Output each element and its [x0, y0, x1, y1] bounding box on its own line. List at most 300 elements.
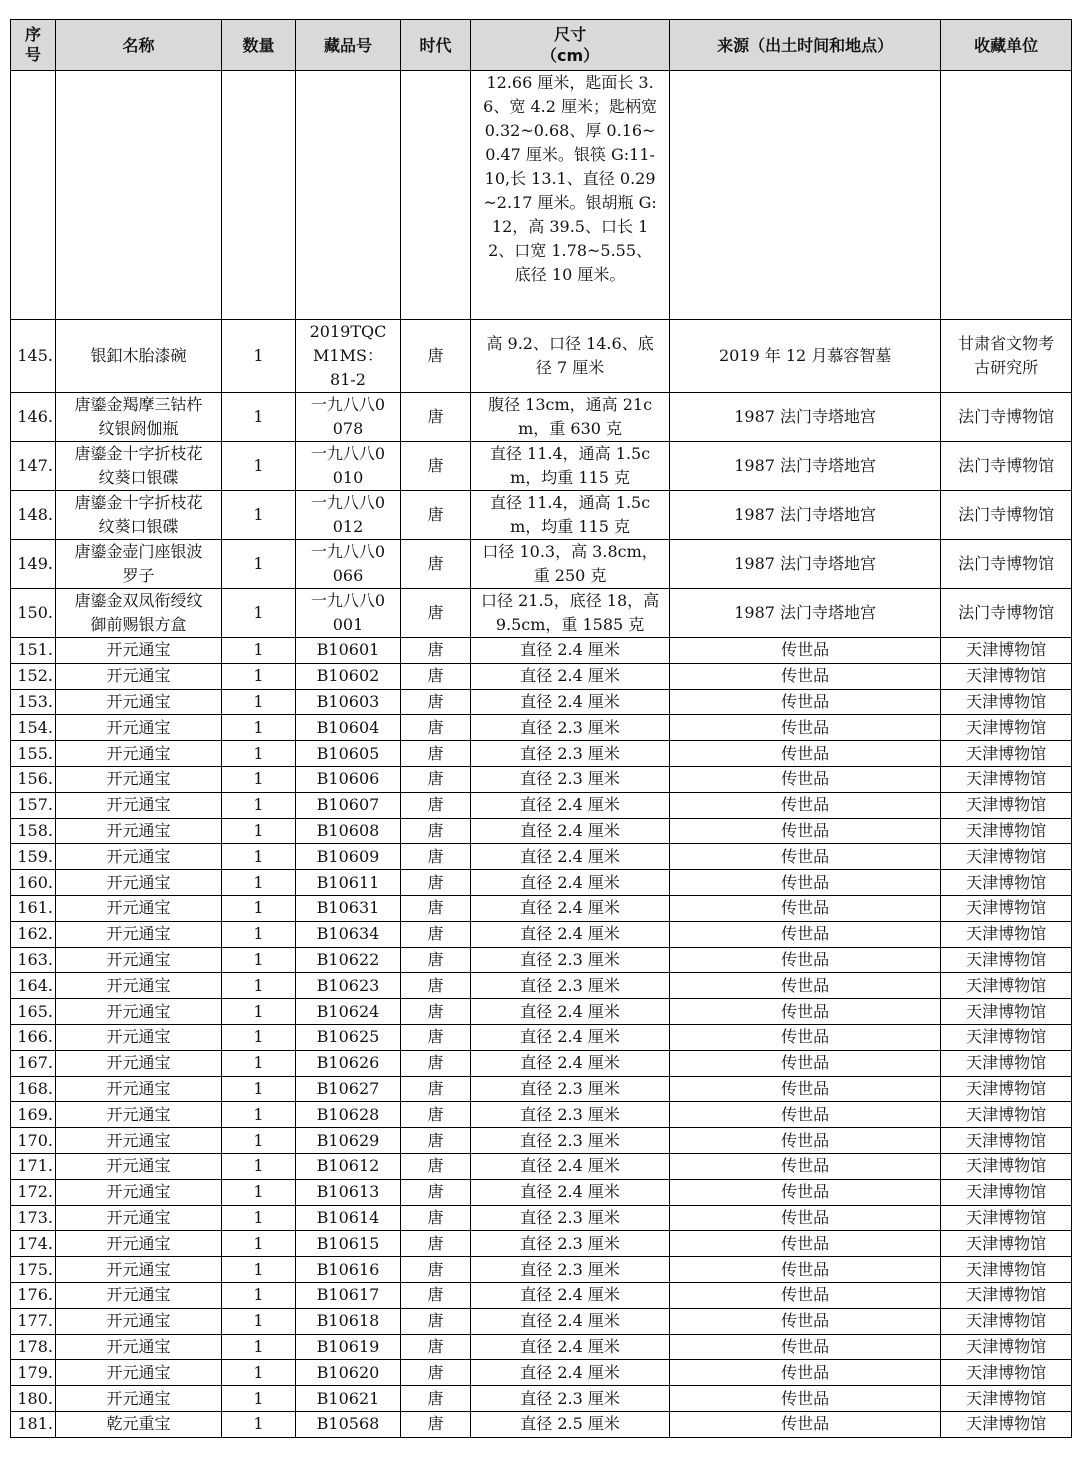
cell-holder: 天津博物馆 [941, 1179, 1072, 1205]
cell-size: 直径 2.4 厘米 [471, 1024, 670, 1050]
cell-holder: 天津博物馆 [941, 1205, 1072, 1231]
table-row [11, 1334, 1072, 1360]
cell-name: 开元通宝 [56, 973, 222, 999]
table-row [11, 1102, 1072, 1128]
continuation-row [11, 71, 1072, 320]
cell-quantity: 1 [222, 999, 296, 1025]
cell-collection-no: B10634 [296, 921, 401, 947]
cell-quantity: 1 [222, 442, 296, 491]
cell-source: 传世品 [670, 741, 941, 767]
cell-name: 开元通宝 [56, 1102, 222, 1128]
cell-quantity: 1 [222, 792, 296, 818]
cell-size: 直径 2.3 厘米 [471, 1102, 670, 1128]
cell-size: 直径 11.4，通高 1.5cm，均重 115 克 [471, 491, 670, 540]
table-row [11, 393, 1072, 442]
cell-holder: 天津博物馆 [941, 689, 1072, 715]
cell-index: 156. [11, 766, 56, 792]
cell-size: 直径 2.3 厘米 [471, 766, 670, 792]
table-row [11, 1076, 1072, 1102]
cell-source: 传世品 [670, 1257, 941, 1283]
cell-era: 唐 [401, 1334, 471, 1360]
cell-size: 直径 2.4 厘米 [471, 1050, 670, 1076]
cell-collection-no: B10617 [296, 1282, 401, 1308]
cell-index: 179. [11, 1360, 56, 1386]
cell-era: 唐 [401, 689, 471, 715]
cell-index: 166. [11, 1024, 56, 1050]
cell-name: 唐鎏金十字折枝花纹葵口银碟 [56, 442, 222, 491]
cell-collection-no: B10605 [296, 741, 401, 767]
cell-size: 直径 2.3 厘米 [471, 741, 670, 767]
header-source: 来源（出土时间和地点） [670, 20, 941, 71]
cell-quantity: 1 [222, 741, 296, 767]
cell-name: 开元通宝 [56, 947, 222, 973]
cell-name: 乾元重宝 [56, 1411, 222, 1437]
cell-source: 传世品 [670, 1024, 941, 1050]
cell-holder: 天津博物馆 [941, 1024, 1072, 1050]
cell-quantity: 1 [222, 1386, 296, 1412]
cell-size: 直径 2.3 厘米 [471, 947, 670, 973]
cell-source: 传世品 [670, 1050, 941, 1076]
cell-holder: 天津博物馆 [941, 870, 1072, 896]
table-row [11, 1282, 1072, 1308]
cell-index: 158. [11, 818, 56, 844]
cell-holder: 天津博物馆 [941, 1334, 1072, 1360]
cell-era: 唐 [401, 1076, 471, 1102]
cell-size: 直径 2.4 厘米 [471, 921, 670, 947]
cell-index: 176. [11, 1282, 56, 1308]
cell-collection-no: B10623 [296, 973, 401, 999]
cell-index: 168. [11, 1076, 56, 1102]
cell-source: 传世品 [670, 792, 941, 818]
cell-collection-no: B10606 [296, 766, 401, 792]
cell-holder: 天津博物馆 [941, 663, 1072, 689]
cell-name: 银釦木胎漆碗 [56, 320, 222, 393]
cell-source: 传世品 [670, 766, 941, 792]
cell-name: 开元通宝 [56, 1179, 222, 1205]
cell-collection-no: 一九八八0066 [296, 540, 401, 589]
cell-era: 唐 [401, 393, 471, 442]
cell-index: 177. [11, 1308, 56, 1334]
cell-empty [222, 71, 296, 320]
cell-index: 157. [11, 792, 56, 818]
cell-size: 直径 2.3 厘米 [471, 1076, 670, 1102]
cell-name: 开元通宝 [56, 792, 222, 818]
table-row [11, 1205, 1072, 1231]
cell-source: 传世品 [670, 999, 941, 1025]
cell-quantity: 1 [222, 921, 296, 947]
cell-holder: 天津博物馆 [941, 638, 1072, 664]
table-row [11, 844, 1072, 870]
cell-empty [401, 71, 471, 320]
cell-quantity: 1 [222, 870, 296, 896]
cell-name: 开元通宝 [56, 1231, 222, 1257]
cell-source: 传世品 [670, 1153, 941, 1179]
cell-name: 开元通宝 [56, 921, 222, 947]
cell-name: 唐鎏金壶门座银波罗子 [56, 540, 222, 589]
cell-quantity: 1 [222, 1257, 296, 1283]
cell-era: 唐 [401, 442, 471, 491]
cell-size: 直径 2.3 厘米 [471, 1257, 670, 1283]
header-holder: 收藏单位 [941, 20, 1072, 71]
cell-holder: 法门寺博物馆 [941, 491, 1072, 540]
cell-index: 153. [11, 689, 56, 715]
cell-size: 直径 2.5 厘米 [471, 1411, 670, 1437]
cell-index: 165. [11, 999, 56, 1025]
cell-size: 口径 21.5，底径 18，高 9.5cm，重 1585 克 [471, 589, 670, 638]
cell-index: 160. [11, 870, 56, 896]
cell-era: 唐 [401, 1386, 471, 1412]
cell-source: 传世品 [670, 1102, 941, 1128]
cell-holder: 天津博物馆 [941, 766, 1072, 792]
table-row [11, 1128, 1072, 1154]
cell-collection-no: B10601 [296, 638, 401, 664]
cell-holder: 天津博物馆 [941, 921, 1072, 947]
table-row [11, 1257, 1072, 1283]
cell-era: 唐 [401, 741, 471, 767]
cell-source: 传世品 [670, 818, 941, 844]
cell-quantity: 1 [222, 1231, 296, 1257]
cell-index: 172. [11, 1179, 56, 1205]
cell-name: 开元通宝 [56, 1076, 222, 1102]
cell-era: 唐 [401, 999, 471, 1025]
cell-era: 唐 [401, 1024, 471, 1050]
cell-holder: 天津博物馆 [941, 1050, 1072, 1076]
cell-quantity: 1 [222, 818, 296, 844]
cell-source: 传世品 [670, 1411, 941, 1437]
cell-quantity: 1 [222, 320, 296, 393]
cell-holder: 天津博物馆 [941, 792, 1072, 818]
table-row [11, 589, 1072, 638]
cell-collection-no: B10602 [296, 663, 401, 689]
cell-era: 唐 [401, 1179, 471, 1205]
cell-name: 开元通宝 [56, 715, 222, 741]
cell-era: 唐 [401, 947, 471, 973]
header-collection-no: 藏品号 [296, 20, 401, 71]
table-row [11, 921, 1072, 947]
cell-collection-no: 2019TQCM1MS：81-2 [296, 320, 401, 393]
header-index: 序号 [11, 20, 56, 71]
cell-size: 直径 2.4 厘米 [471, 1179, 670, 1205]
cell-name: 开元通宝 [56, 818, 222, 844]
cell-quantity: 1 [222, 689, 296, 715]
table-row [11, 1386, 1072, 1412]
cell-era: 唐 [401, 1308, 471, 1334]
cell-index: 169. [11, 1102, 56, 1128]
cell-size: 直径 2.4 厘米 [471, 1282, 670, 1308]
cell-holder: 天津博物馆 [941, 947, 1072, 973]
cell-collection-no: B10609 [296, 844, 401, 870]
cell-holder: 天津博物馆 [941, 1411, 1072, 1437]
cell-era: 唐 [401, 1050, 471, 1076]
cell-name: 开元通宝 [56, 638, 222, 664]
cell-size: 直径 2.3 厘米 [471, 973, 670, 999]
cell-quantity: 1 [222, 715, 296, 741]
cell-size: 直径 2.4 厘米 [471, 870, 670, 896]
cell-era: 唐 [401, 1360, 471, 1386]
header-quantity: 数量 [222, 20, 296, 71]
cell-holder: 天津博物馆 [941, 1308, 1072, 1334]
cell-era: 唐 [401, 715, 471, 741]
cell-size: 直径 2.4 厘米 [471, 638, 670, 664]
cell-quantity: 1 [222, 589, 296, 638]
cell-collection-no: B10568 [296, 1411, 401, 1437]
cell-collection-no: B10631 [296, 895, 401, 921]
header-row [11, 20, 1072, 71]
cell-source: 传世品 [670, 870, 941, 896]
cell-quantity: 1 [222, 1308, 296, 1334]
cell-collection-no: B10625 [296, 1024, 401, 1050]
cell-era: 唐 [401, 921, 471, 947]
cell-size: 直径 11.4，通高 1.5cm，均重 115 克 [471, 442, 670, 491]
cell-source: 传世品 [670, 1308, 941, 1334]
table-row [11, 766, 1072, 792]
cell-name: 唐鎏金十字折枝花纹葵口银碟 [56, 491, 222, 540]
cell-holder: 天津博物馆 [941, 1153, 1072, 1179]
cell-source: 传世品 [670, 1360, 941, 1386]
cell-collection-no: B10622 [296, 947, 401, 973]
cell-era: 唐 [401, 792, 471, 818]
cell-empty [941, 71, 1072, 320]
cell-source: 1987 法门寺塔地宫 [670, 491, 941, 540]
cell-index: 178. [11, 1334, 56, 1360]
cell-era: 唐 [401, 1231, 471, 1257]
cell-holder: 法门寺博物馆 [941, 393, 1072, 442]
cell-source: 传世品 [670, 1076, 941, 1102]
cell-name: 开元通宝 [56, 1153, 222, 1179]
cell-quantity: 1 [222, 540, 296, 589]
cell-quantity: 1 [222, 973, 296, 999]
cell-name: 开元通宝 [56, 741, 222, 767]
cell-source: 传世品 [670, 1231, 941, 1257]
cell-collection-no: 一九八八0012 [296, 491, 401, 540]
cell-size: 直径 2.4 厘米 [471, 663, 670, 689]
cell-index: 149. [11, 540, 56, 589]
cell-collection-no: B10629 [296, 1128, 401, 1154]
cell-quantity: 1 [222, 1179, 296, 1205]
cell-name: 开元通宝 [56, 1334, 222, 1360]
cell-name: 开元通宝 [56, 1128, 222, 1154]
cell-holder: 天津博物馆 [941, 1282, 1072, 1308]
cell-source: 传世品 [670, 1386, 941, 1412]
cell-era: 唐 [401, 973, 471, 999]
cell-size: 直径 2.4 厘米 [471, 1334, 670, 1360]
table-row [11, 1050, 1072, 1076]
cell-era: 唐 [401, 1205, 471, 1231]
cell-quantity: 1 [222, 766, 296, 792]
cell-index: 163. [11, 947, 56, 973]
cell-era: 唐 [401, 818, 471, 844]
cell-index: 159. [11, 844, 56, 870]
cell-size: 直径 2.4 厘米 [471, 792, 670, 818]
cell-source: 传世品 [670, 715, 941, 741]
table-row [11, 715, 1072, 741]
cell-index: 154. [11, 715, 56, 741]
cell-era: 唐 [401, 1411, 471, 1437]
cell-era: 唐 [401, 491, 471, 540]
cell-source: 传世品 [670, 895, 941, 921]
cell-empty [670, 71, 941, 320]
cell-index: 162. [11, 921, 56, 947]
cell-era: 唐 [401, 663, 471, 689]
cell-quantity: 1 [222, 895, 296, 921]
cell-name: 唐鎏金双凤衔绶纹御前赐银方盒 [56, 589, 222, 638]
artifact-table [10, 19, 1072, 1438]
cell-collection-no: 一九八八0078 [296, 393, 401, 442]
table-row [11, 792, 1072, 818]
cell-index: 181. [11, 1411, 56, 1437]
cell-empty [56, 71, 222, 320]
cell-era: 唐 [401, 844, 471, 870]
cell-quantity: 1 [222, 1050, 296, 1076]
cell-source: 传世品 [670, 921, 941, 947]
table-row [11, 442, 1072, 491]
cell-holder: 天津博物馆 [941, 844, 1072, 870]
header-era: 时代 [401, 20, 471, 71]
cell-collection-no: B10603 [296, 689, 401, 715]
cell-name: 开元通宝 [56, 663, 222, 689]
cell-size: 直径 2.3 厘米 [471, 1231, 670, 1257]
cell-source: 传世品 [670, 947, 941, 973]
cell-size: 直径 2.3 厘米 [471, 715, 670, 741]
cell-quantity: 1 [222, 1128, 296, 1154]
table-row [11, 491, 1072, 540]
cell-source: 1987 法门寺塔地宫 [670, 393, 941, 442]
table-row [11, 689, 1072, 715]
cell-holder: 法门寺博物馆 [941, 540, 1072, 589]
cell-era: 唐 [401, 1128, 471, 1154]
cell-collection-no: B10607 [296, 792, 401, 818]
cell-name: 开元通宝 [56, 1257, 222, 1283]
cell-index: 151. [11, 638, 56, 664]
cell-collection-no: B10608 [296, 818, 401, 844]
cell-empty [296, 71, 401, 320]
cell-era: 唐 [401, 870, 471, 896]
table-row [11, 1411, 1072, 1437]
cell-holder: 天津博物馆 [941, 818, 1072, 844]
cell-index: 155. [11, 741, 56, 767]
cell-name: 开元通宝 [56, 999, 222, 1025]
cell-collection-no: B10624 [296, 999, 401, 1025]
cell-size: 直径 2.3 厘米 [471, 1128, 670, 1154]
table-row [11, 947, 1072, 973]
cell-quantity: 1 [222, 393, 296, 442]
cell-collection-no: B10620 [296, 1360, 401, 1386]
cell-quantity: 1 [222, 1282, 296, 1308]
cell-name: 开元通宝 [56, 1386, 222, 1412]
cell-index: 148. [11, 491, 56, 540]
cell-index: 174. [11, 1231, 56, 1257]
cell-size: 直径 2.4 厘米 [471, 1308, 670, 1334]
cell-source: 传世品 [670, 1128, 941, 1154]
header-name: 名称 [56, 20, 222, 71]
cell-era: 唐 [401, 589, 471, 638]
cell-collection-no: 一九八八0001 [296, 589, 401, 638]
cell-collection-no: B10611 [296, 870, 401, 896]
cell-index: 152. [11, 663, 56, 689]
cell-quantity: 1 [222, 947, 296, 973]
cell-size: 直径 2.4 厘米 [471, 895, 670, 921]
cell-collection-no: B10619 [296, 1334, 401, 1360]
cell-name: 开元通宝 [56, 870, 222, 896]
cell-source: 传世品 [670, 844, 941, 870]
cell-index: 173. [11, 1205, 56, 1231]
cell-size: 直径 2.4 厘米 [471, 818, 670, 844]
table-row [11, 1024, 1072, 1050]
cell-collection-no: B10612 [296, 1153, 401, 1179]
cell-era: 唐 [401, 638, 471, 664]
cell-collection-no: B10615 [296, 1231, 401, 1257]
cell-source: 传世品 [670, 663, 941, 689]
cell-era: 唐 [401, 1257, 471, 1283]
cell-index: 171. [11, 1153, 56, 1179]
table-row [11, 540, 1072, 589]
table-row [11, 741, 1072, 767]
cell-source: 传世品 [670, 1282, 941, 1308]
table-row [11, 1308, 1072, 1334]
cell-era: 唐 [401, 895, 471, 921]
cell-size: 直径 2.3 厘米 [471, 1205, 670, 1231]
cell-era: 唐 [401, 766, 471, 792]
table-row [11, 1153, 1072, 1179]
cell-index: 145. [11, 320, 56, 393]
cell-quantity: 1 [222, 844, 296, 870]
cell-size: 腹径 13cm，通高 21cm，重 630 克 [471, 393, 670, 442]
cell-holder: 天津博物馆 [941, 999, 1072, 1025]
cell-name: 开元通宝 [56, 689, 222, 715]
cell-era: 唐 [401, 1153, 471, 1179]
cell-collection-no: B10613 [296, 1179, 401, 1205]
cell-size: 直径 2.4 厘米 [471, 689, 670, 715]
cell-index: 161. [11, 895, 56, 921]
cell-collection-no: B10621 [296, 1386, 401, 1412]
cell-collection-no: B10604 [296, 715, 401, 741]
table-row [11, 870, 1072, 896]
cell-name: 开元通宝 [56, 895, 222, 921]
cell-size: 直径 2.4 厘米 [471, 999, 670, 1025]
cell-size: 直径 2.4 厘米 [471, 1360, 670, 1386]
table-row [11, 999, 1072, 1025]
header-size: 尺寸（cm） [471, 20, 670, 71]
table-row [11, 663, 1072, 689]
cell-source: 传世品 [670, 973, 941, 999]
cell-holder: 法门寺博物馆 [941, 442, 1072, 491]
cell-name: 开元通宝 [56, 766, 222, 792]
cell-name: 唐鎏金羯摩三钴杵纹银阏伽瓶 [56, 393, 222, 442]
cell-source: 传世品 [670, 638, 941, 664]
cell-quantity: 1 [222, 1076, 296, 1102]
cell-collection-no: B10616 [296, 1257, 401, 1283]
cell-index: 167. [11, 1050, 56, 1076]
cell-holder: 法门寺博物馆 [941, 589, 1072, 638]
cell-source: 传世品 [670, 1205, 941, 1231]
cell-index: 150. [11, 589, 56, 638]
cell-holder: 天津博物馆 [941, 1128, 1072, 1154]
cell-quantity: 1 [222, 1411, 296, 1437]
cell-size: 直径 2.4 厘米 [471, 844, 670, 870]
cell-size: 直径 2.3 厘米 [471, 1386, 670, 1412]
cell-collection-no: B10626 [296, 1050, 401, 1076]
cell-quantity: 1 [222, 663, 296, 689]
cell-holder: 天津博物馆 [941, 715, 1072, 741]
cell-index: 147. [11, 442, 56, 491]
table-row [11, 818, 1072, 844]
cell-source: 传世品 [670, 689, 941, 715]
cell-name: 开元通宝 [56, 844, 222, 870]
cell-holder: 天津博物馆 [941, 1076, 1072, 1102]
cell-empty [11, 71, 56, 320]
cell-holder: 天津博物馆 [941, 1360, 1072, 1386]
table-row [11, 895, 1072, 921]
